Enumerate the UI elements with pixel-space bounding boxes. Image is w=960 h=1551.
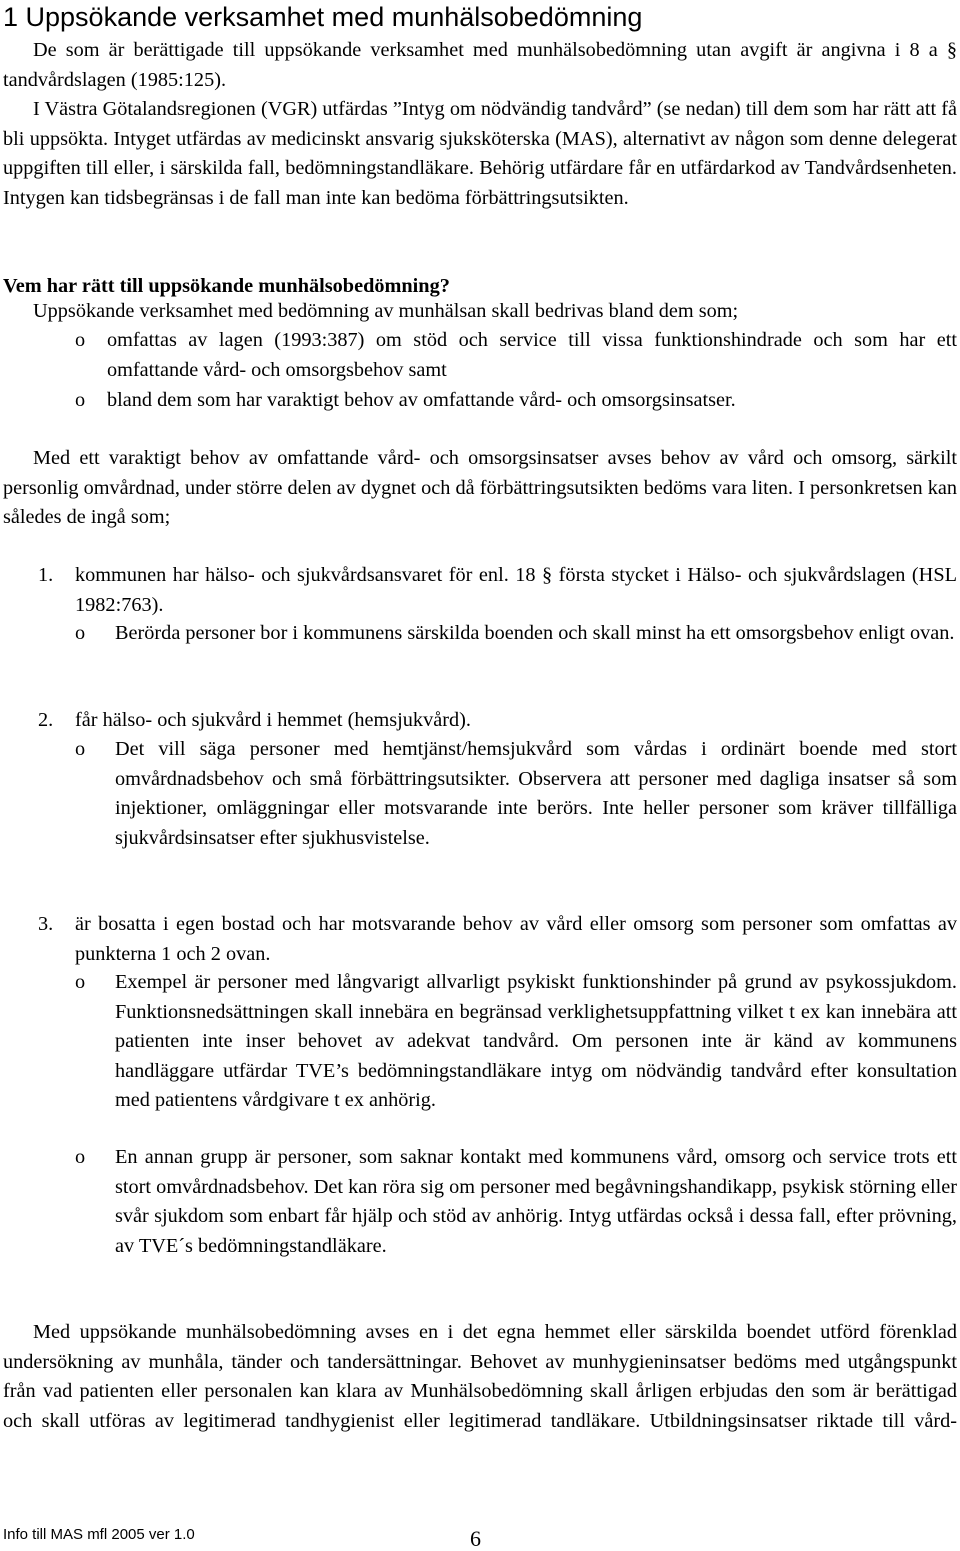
bullet-mark: o bbox=[75, 971, 86, 993]
item-note-text: Exempel är personer med långvarigt allvarligt psykiskt funktionshinder på grund av psykossjukdom. Funktionsnedsättningen skall innebära en begränsad verklighetsuppfattning vilket t ex kan innebära att patienten inte inser behovet av adekvat tandvård. Om personen inte är känd av kommunens handläggare utfärdar TVE’s bedömningstandläkare intyg om nödvändig tandvård efter konsultation med patientens vårdgivare t ex anhörig. bbox=[115, 971, 957, 1111]
bullet-mark: o bbox=[75, 738, 86, 760]
item-note bbox=[3, 735, 957, 853]
bullet-mark: o bbox=[75, 329, 86, 351]
numbered-item bbox=[3, 910, 957, 969]
eligibility-lead: Uppsökande verksamhet med bedömning av munhälsan skall bedrivas bland dem som; bbox=[33, 300, 739, 322]
item-note bbox=[3, 1143, 957, 1261]
eligibility-bullet bbox=[3, 386, 957, 416]
item-note-text: En annan grupp är personer, som saknar kontakt med kommunens vård, omsorg och service trots ett stort omvårdnadsbehov. Det kan röra sig om personer med begåvningshandikapp, psykisk störning eller svår sjukdom som enbart får hjälp och stöd av anhörig. Intyg utfärdas också i dessa fall, efter prövning, av TVE´s bedömningstandläkare. bbox=[115, 1146, 957, 1257]
item-note-text: Berörda personer bor i kommunens särskilda boenden och skall minst ha ett omsorgsbehov enligt ovan. bbox=[115, 622, 955, 644]
item-text: är bosatta i egen bostad och har motsvarande behov av vård eller omsorg som personer som omfattas av punkterna 1 och 2 ovan. bbox=[75, 913, 957, 965]
item-number: 3. bbox=[38, 913, 54, 935]
intro-paragraph-2: I Västra Götalandsregionen (VGR) utfärdas ”Intyg om nödvändig tandvård” (se nedan) till dem som har rätt att få bli uppsökta. Intyget utfärdas av medicinskt ansvarig sjuksköterska (MAS), alternativt av någon som denne delegerat uppgiften till eller, i särskilda fall, bedömningstandläkare. Behörig utfärdare får en utfärdarkod av Tandvårdsenheten. Intygen kan tidsbegränsas i de fall man inte kan bedöma förbättringsutsikten. bbox=[3, 98, 957, 209]
item-note bbox=[3, 968, 957, 1116]
page-number: 6 bbox=[470, 1526, 481, 1551]
subheading: Vem har rätt till uppsökande munhälsobedömning? bbox=[3, 275, 450, 297]
item-text: kommunen har hälso- och sjukvårdsansvaret för enl. 18 § första stycket i Hälso- och sjukvårdslagen (HSL 1982:763). bbox=[75, 564, 957, 616]
bullet-mark: o bbox=[75, 622, 86, 644]
bullet-mark: o bbox=[75, 1146, 86, 1168]
eligibility-bullet-text: bland dem som har varaktigt behov av omfattande vård- och omsorgsinsatser. bbox=[107, 389, 736, 411]
closing-paragraph: Med uppsökande munhälsobedömning avses en i det egna hemmet eller särskilda boendet utförd förenklad undersökning av munhåla, tänder och tandersättningar. Behovet av munhygieninsatser bedöms med utgångspunkt från vad patienten eller personalen kan klara av Munhälsobedömning skall årligen erbjudas den som är berättigad och skall utföras av legitimerad tandhygienist eller legitimerad tandläkare. Utbildningsinsatser riktade till vård- bbox=[3, 1321, 957, 1432]
eligibility-bullet bbox=[3, 326, 957, 385]
item-number: 2. bbox=[38, 709, 54, 731]
bullet-mark: o bbox=[75, 389, 86, 411]
item-text: får hälso- och sjukvård i hemmet (hemsjukvård). bbox=[75, 709, 471, 731]
item-number: 1. bbox=[38, 564, 54, 586]
eligibility-bullet-text: omfattas av lagen (1993:387) om stöd och service till vissa funktionshindrade och som har ett omfattande vård- och omsorgsbehov samt bbox=[107, 329, 957, 381]
footer-info: Info till MAS mfl 2005 ver 1.0 bbox=[3, 1526, 195, 1543]
section-heading: 1 Uppsökande verksamhet med munhälsobedömning bbox=[3, 2, 643, 32]
numbered-item bbox=[3, 561, 957, 620]
item-note bbox=[3, 619, 957, 649]
definition-paragraph: Med ett varaktigt behov av omfattande vård- och omsorgsinsatser avses behov av vård och omsorg, särkilt personlig omvårdnad, under större delen av dygnet och då förbättringsutsikten bedöms vara liten. I personkretsen kan således de ingå som; bbox=[3, 447, 957, 528]
numbered-item bbox=[3, 706, 957, 736]
item-note-text: Det vill säga personer med hemtjänst/hemsjukvård som vårdas i ordinärt boende med stort omvårdnadsbehov och små förbättringsutsikter. Observera att personer med dagliga insatser så som injektioner, omläggningar eller motsvarande inte berörs. Inte heller personer som kräver tillfälliga sjukvårdsinsatser efter sjukhusvistelse. bbox=[115, 738, 957, 849]
intro-paragraph-1: De som är berättigade till uppsökande verksamhet med munhälsobedömning utan avgift är angivna i 8 a § tandvårdslagen (1985:125). bbox=[3, 39, 957, 91]
